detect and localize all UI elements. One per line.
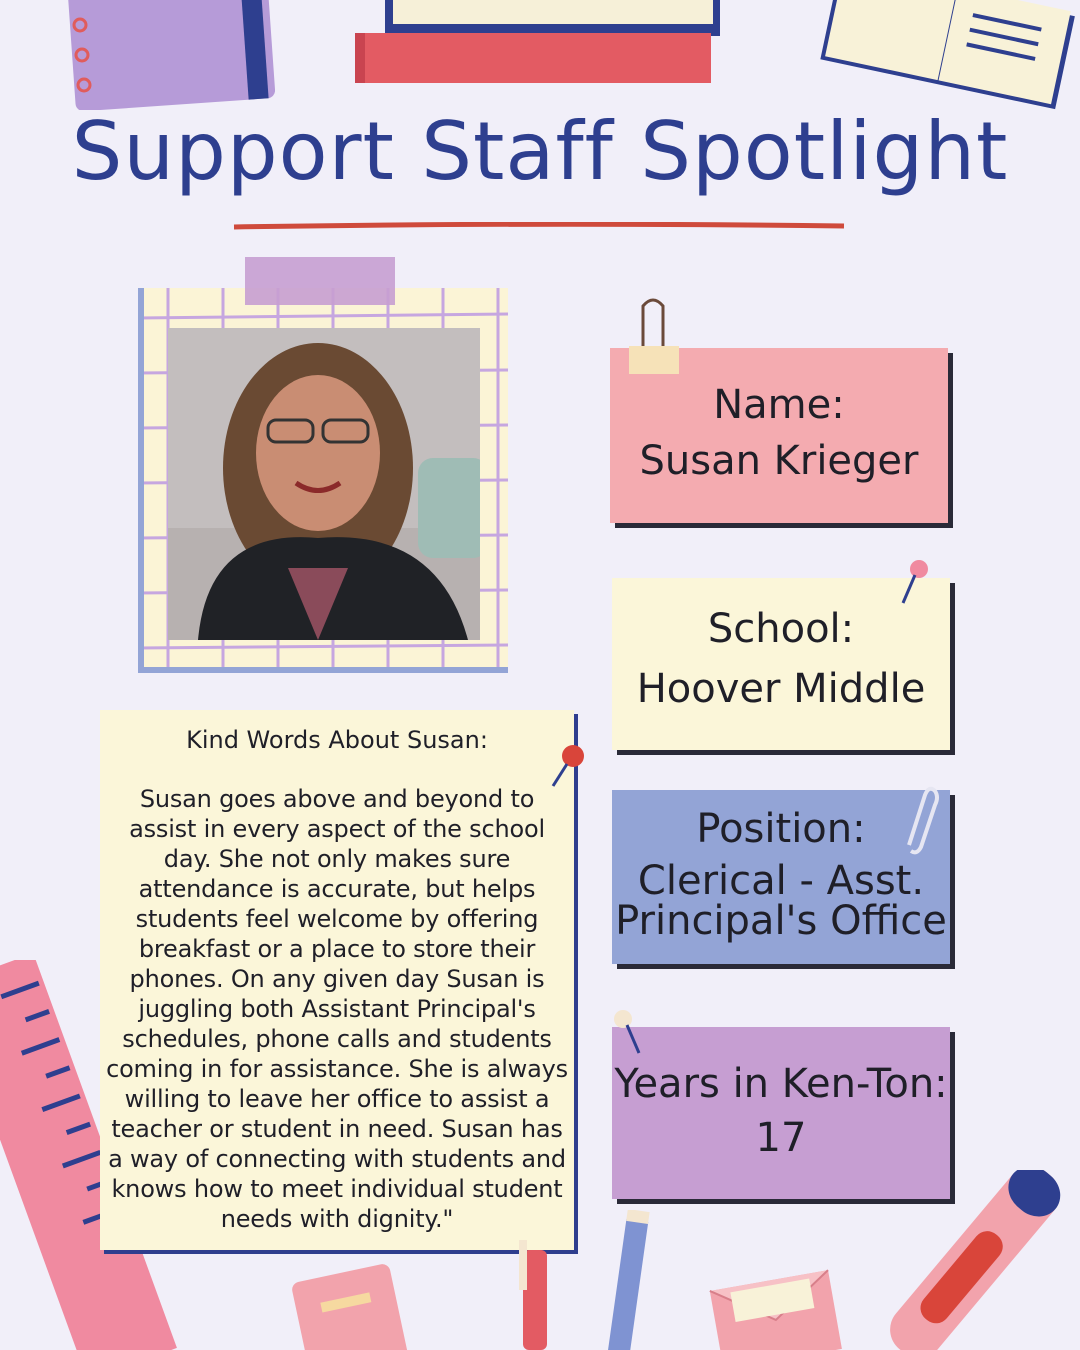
planner-illustration [290, 1262, 420, 1350]
kind-words-heading: Kind Words About Susan: [186, 726, 488, 754]
tape-strip [245, 257, 395, 305]
binder-clip-icon [625, 298, 685, 376]
position-value-line1: Clerical - Asst. [637, 858, 925, 904]
pen-illustration [515, 1240, 555, 1350]
kind-words-body: Susan goes above and beyond to assist in every aspect of the school day. She not only makes sure attendance is accurate, but helps students feel welcome by offering breakfast or a place to store their phones. On any given day Susan is juggling both Assistant Principal's schedules, phone calls and students coming in for assistance. She is always willing to leave her office to assist a teacher or student in need. Susan has a way of connecting with students and knows how to meet individual student needs with dignity." [106, 785, 568, 1233]
kind-words-card [100, 710, 574, 1250]
notebook-illustration [60, 0, 275, 110]
pushpin-icon-2 [605, 1005, 645, 1057]
highlighter-illustration [880, 1170, 1080, 1350]
school-value: Hoover Middle [636, 666, 926, 712]
years-label: Years in Ken-Ton: [614, 1061, 948, 1107]
years-value: 17 [755, 1115, 807, 1161]
page-title: Support Staff Spotlight [71, 105, 1009, 198]
pushpin-icon-3 [545, 740, 590, 792]
school-label: School: [707, 606, 855, 652]
name-value: Susan Krieger [639, 438, 919, 484]
envelope-illustration [705, 1255, 845, 1350]
paperclip-icon [895, 785, 940, 855]
portrait-photo [168, 328, 480, 640]
name-label: Name: [713, 382, 845, 428]
title-underline [232, 222, 847, 230]
pencil-illustration [600, 1210, 660, 1350]
pushpin-icon [895, 555, 935, 607]
position-value-line2: Principal's Office [615, 898, 947, 944]
open-book-illustration [805, 0, 1080, 120]
position-label: Position: [696, 806, 866, 852]
book-stack-illustration [355, 0, 730, 85]
